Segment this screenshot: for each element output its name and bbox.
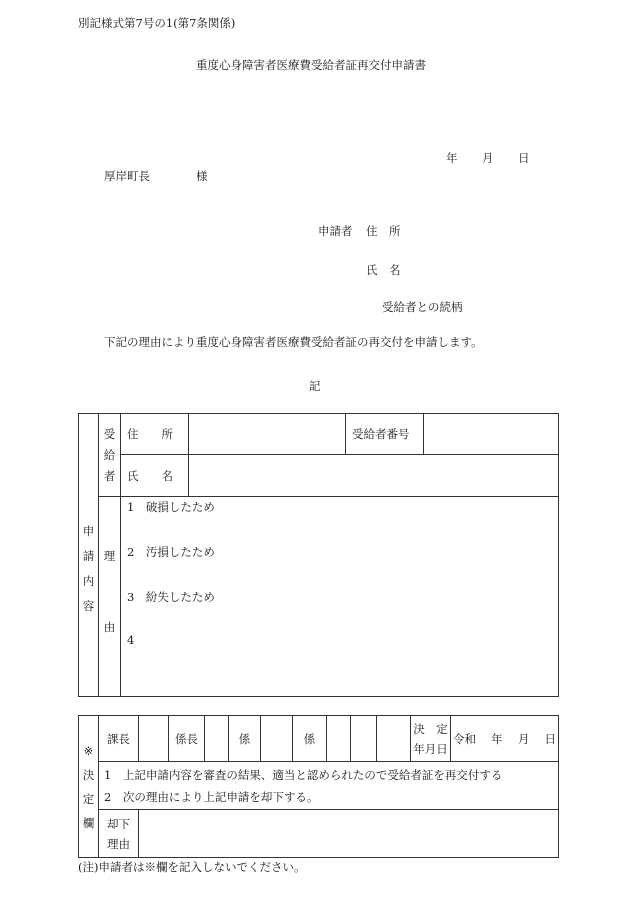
decision-option-reject[interactable]: 2 次の理由により上記申請を却下する。 [104,789,319,804]
extra-stamp-1[interactable] [351,716,377,762]
kakaricho-stamp[interactable] [205,716,229,762]
recipient-number-label: 受給者番号 [346,414,424,455]
decision-section-char: 決 [82,767,95,782]
request-section-char: 容 [82,599,95,613]
reiwa-date-field[interactable]: 令和 年 月 日 [451,716,559,762]
recipient-label [99,414,121,497]
reason-option-other[interactable]: 4 [127,633,135,647]
decision-section-char: 欄 [82,815,95,830]
reason-option-damaged[interactable]: 1 破損したため [127,500,215,514]
addressee-name: 厚岸町長 [104,169,150,183]
request-section-char: 請 [82,549,95,563]
reason-char: 由 [103,619,116,634]
decision-section-label [79,716,99,858]
decision-section-char: 定 [82,791,95,806]
kakari-stamp-2[interactable] [327,716,351,762]
kakari-stamp-1[interactable] [261,716,293,762]
recipient-name-label: 氏 名 [121,455,189,497]
applicant-label: 申請者 [318,224,353,238]
statement: 下記の理由により重度心身障害者医療費受給者証の再交付を申請します。 [104,335,483,349]
kacho-label: 課長 [99,716,139,762]
reason-option-soiled[interactable]: 2 汚損したため [127,545,215,559]
rejection-reason-line: 理由 [107,836,130,851]
rejection-reason-line: 却下 [107,816,130,831]
decision-date-line: 年月日 [413,741,448,756]
reason-options [121,497,559,697]
applicant-name-label: 氏 名 [366,263,401,277]
reason-option-lost[interactable]: 3 紛失したため [127,590,215,604]
ki-mark: 記 [309,379,321,393]
request-section-char: 申 [82,524,95,538]
kakari-label-2: 係 [293,716,327,762]
applicant-relation-label: 受給者との続柄 [382,300,463,314]
kakari-label-1: 係 [229,716,261,762]
recipient-name-field[interactable] [189,455,559,497]
request-table [78,413,559,697]
form-title: 重度心身障害者医療費受給者証再交付申請書 [196,58,426,72]
kacho-stamp[interactable] [139,716,169,762]
decision-date-line: 決 定 [413,721,448,736]
date-month: 月 [482,151,494,165]
request-section-char: 内 [82,574,95,588]
decision-option-approve[interactable]: 1 上記申請内容を審査の結果、適当と認められたので受給者証を再交付する [104,767,503,782]
extra-stamp-2[interactable] [377,716,411,762]
decision-section-char: ※ [83,743,94,758]
rejection-reason-label [99,810,139,858]
addressee-honorific: 様 [196,169,208,183]
decision-date-label [411,716,451,762]
recipient-address-field[interactable] [189,414,346,455]
recipient-char: 者 [103,468,116,483]
decision-options [99,762,559,810]
decision-table [78,715,559,858]
footnote: (注)申請者は※欄を記入しないでください。 [78,860,306,874]
date-year: 年 [446,151,458,165]
recipient-char: 給 [103,447,116,462]
rejection-reason-field[interactable] [139,810,559,858]
request-section-label [79,414,99,697]
kakaricho-label: 係長 [169,716,205,762]
recipient-char: 受 [103,426,116,441]
reason-label [99,497,121,697]
reason-char: 理 [103,548,116,563]
form-id: 別記様式第7号の1(第7条関係) [78,16,236,30]
recipient-number-field[interactable] [424,414,559,455]
recipient-address-label: 住 所 [121,414,189,455]
date-day: 日 [518,151,530,165]
applicant-address-label: 住 所 [366,224,401,238]
